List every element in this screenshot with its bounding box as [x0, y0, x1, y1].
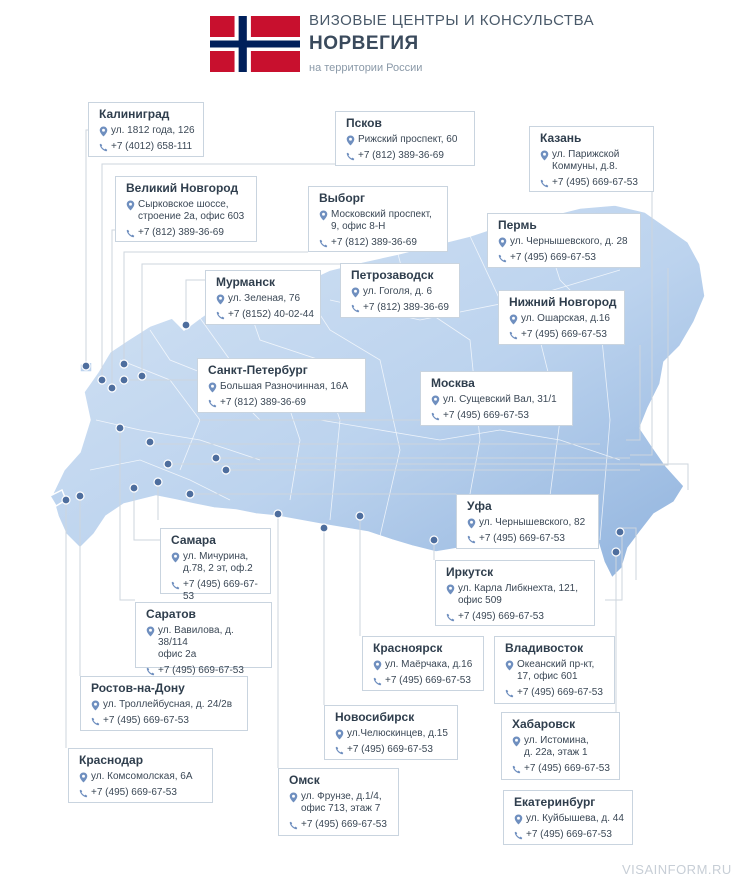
marker-kazan — [164, 460, 172, 468]
map-pin-icon — [540, 150, 549, 161]
city-phone: +7 (495) 669-67-53 — [510, 252, 596, 263]
map-pin-icon — [512, 736, 521, 747]
phone-icon — [91, 716, 100, 727]
city-address: Сырковское шоссе, строение 2а, офис 603 — [138, 199, 245, 222]
city-phone: +7 (812) 389-36-69 — [331, 237, 417, 248]
city-phone: +7 (495) 669-67-53 — [301, 819, 387, 830]
card-kaliningrad — [88, 102, 204, 157]
city-name: Екатеринбург — [514, 795, 596, 809]
phone-icon — [467, 534, 476, 545]
city-name: Краснодар — [79, 753, 144, 767]
marker-moscow — [116, 424, 124, 432]
city-phone: +7 (495) 669-67-53 — [103, 715, 189, 726]
phone-icon — [208, 398, 217, 409]
marker-nnovgorod — [146, 438, 154, 446]
map-pin-icon — [319, 210, 328, 221]
city-address: ул. Маёрчака, д.16 — [385, 659, 473, 670]
card-nnovgorod — [498, 290, 625, 345]
city-name: Саратов — [146, 607, 196, 621]
city-address: ул. Комсомолская, 6А — [91, 771, 193, 782]
map-pin-icon — [373, 660, 382, 671]
marker-ufa — [186, 490, 194, 498]
norway-flag-icon — [210, 16, 300, 72]
map-pin-icon — [91, 700, 100, 711]
city-phone: +7 (812) 389-36-69 — [138, 227, 224, 238]
map-pin-icon — [216, 294, 225, 305]
map-pin-icon — [79, 772, 88, 783]
phone-icon — [79, 788, 88, 799]
map-pin-icon — [289, 792, 298, 803]
city-address: Большая Разночинная, 16А — [220, 381, 349, 392]
city-name: Уфа — [467, 499, 492, 513]
map-pin-icon — [126, 200, 135, 211]
marker-vladivostok — [612, 548, 620, 556]
marker-krasnoyarsk — [356, 512, 364, 520]
marker-spb — [120, 376, 128, 384]
card-ufa — [456, 494, 599, 549]
city-name: Самара — [171, 533, 216, 547]
card-novosibirsk — [324, 705, 458, 760]
city-phone: +7 (495) 669-67-53 — [385, 675, 471, 686]
phone-icon — [540, 178, 549, 189]
map-pin-icon — [208, 382, 217, 393]
phone-icon — [373, 676, 382, 687]
site-watermark: VISAINFORM.RU — [622, 862, 732, 877]
city-name: Пермь — [498, 218, 537, 232]
header-title-line1: ВИЗОВЫЕ ЦЕНТРЫ И КОНСУЛЬСТВА — [309, 12, 595, 29]
city-address: ул. Сущевский Вал, 31/1 — [443, 394, 557, 405]
map-pin-icon — [146, 626, 155, 637]
phone-icon — [289, 820, 298, 831]
city-address: ул. Зеленая, 76 — [228, 293, 301, 304]
marker-saratov — [130, 484, 138, 492]
marker-kaliningrad — [82, 362, 90, 370]
card-kazan — [529, 126, 654, 192]
city-phone: +7 (495) 669-67-53 — [458, 611, 544, 622]
city-address: ул. Ошарская, д.16 — [521, 313, 610, 324]
city-phone: +7 (495) 669-67-53 — [552, 177, 638, 188]
city-phone: +7 (495) 669-67-53 — [517, 687, 603, 698]
city-name: Владивосток — [505, 641, 584, 655]
city-address: Рижский проспект, 60 — [358, 134, 458, 145]
city-name: Казань — [540, 131, 582, 145]
city-address: ул. Куйбышева, д. 44 — [526, 813, 624, 824]
city-name: Калиниград — [99, 107, 170, 121]
card-pskov — [335, 111, 475, 166]
city-phone: +7 (495) 669-67-53 — [524, 763, 610, 774]
city-address: ул. Парижской Коммуны, д.8. — [552, 149, 620, 172]
phone-icon — [512, 764, 521, 775]
marker-perm — [212, 454, 220, 462]
city-phone: +7 (812) 389-36-69 — [358, 150, 444, 161]
city-address: ул. Истомина, д. 22а, этаж 1 — [524, 735, 589, 758]
city-phone: +7 (495) 669-67-53 — [183, 579, 258, 602]
card-vladivostok — [494, 636, 615, 704]
map-pin-icon — [99, 126, 108, 137]
city-name: Омск — [289, 773, 320, 787]
header-title-country: НОРВЕГИЯ — [309, 33, 419, 54]
marker-novgorod — [108, 384, 116, 392]
map-pin-icon — [467, 518, 476, 529]
phone-icon — [126, 228, 135, 239]
city-address: ул. Карла Либкнехта, 121, офис 509 — [458, 583, 579, 606]
card-krasnodar — [68, 748, 213, 803]
city-name: Псков — [346, 116, 382, 130]
card-novgorod — [115, 176, 257, 242]
card-irkutsk — [435, 560, 595, 626]
city-address: ул. Фрунзе, д.1/4, офис 713, этаж 7 — [301, 791, 382, 814]
map-pin-icon — [171, 552, 180, 563]
phone-icon — [505, 688, 514, 699]
marker-ekb — [222, 466, 230, 474]
card-khabarovsk — [501, 712, 620, 780]
map-pin-icon — [351, 287, 360, 298]
card-spb — [197, 358, 366, 413]
map-pin-icon — [505, 660, 514, 671]
map-pin-icon — [446, 584, 455, 595]
marker-novosibirsk — [320, 524, 328, 532]
phone-icon — [171, 580, 180, 591]
marker-vyborg — [120, 360, 128, 368]
map-pin-icon — [509, 314, 518, 325]
city-phone: +7 (812) 389-36-69 — [363, 302, 449, 313]
phone-icon — [498, 253, 507, 264]
phone-icon — [346, 151, 355, 162]
city-name: Новосибирск — [335, 710, 415, 724]
marker-petrozavodsk — [138, 372, 146, 380]
card-rostov — [80, 676, 248, 731]
card-ekb — [503, 790, 633, 845]
city-phone: +7 (495) 669-67-53 — [521, 329, 607, 340]
city-name: Санкт-Петербург — [208, 363, 308, 377]
card-saratov — [135, 602, 272, 676]
city-name: Выборг — [319, 191, 365, 205]
marker-krasnodar — [62, 496, 70, 504]
card-murmansk — [205, 270, 321, 325]
map-pin-icon — [335, 729, 344, 740]
city-name: Великий Новгород — [126, 181, 239, 195]
city-address: ул.Челюскинцев, д.15 — [347, 728, 448, 739]
city-name: Москва — [431, 376, 475, 390]
city-phone: +7 (812) 389-36-69 — [220, 397, 306, 408]
phone-icon — [319, 238, 328, 249]
phone-icon — [446, 612, 455, 623]
marker-khabarovsk — [616, 528, 624, 536]
city-address: Московский проспект, 9, офис 8-Н — [331, 209, 432, 232]
card-perm — [487, 213, 641, 268]
city-name: Петрозаводск — [351, 268, 434, 282]
city-name: Красноярск — [373, 641, 443, 655]
city-phone: +7 (495) 669-67-53 — [91, 787, 177, 798]
map-pin-icon — [346, 135, 355, 146]
city-phone: +7 (4012) 658-111 — [111, 141, 193, 152]
phone-icon — [431, 411, 440, 422]
map-pin-icon — [431, 395, 440, 406]
city-name: Иркутск — [446, 565, 494, 579]
card-petrozavodsk — [340, 263, 460, 318]
phone-icon — [216, 310, 225, 321]
phone-icon — [335, 745, 344, 756]
city-phone: +7 (495) 669-67-53 — [479, 533, 565, 544]
marker-omsk — [274, 510, 282, 518]
city-phone: +7 (495) 669-67-53 — [158, 665, 244, 676]
card-vyborg — [308, 186, 448, 252]
city-address: ул. Гоголя, д. 6 — [363, 286, 433, 297]
marker-samara — [154, 478, 162, 486]
phone-icon — [351, 303, 360, 314]
marker-murmansk — [182, 321, 190, 329]
card-samara — [160, 528, 271, 602]
city-address: ул. Троллейбусная, д. 24/2в — [103, 699, 233, 710]
city-name: Нижний Новгород — [509, 295, 617, 309]
city-phone: +7 (495) 669-67-53 — [443, 410, 529, 421]
city-phone: +7 (495) 669-67-53 — [347, 744, 433, 755]
city-address: ул. Чернышевского, 82 — [479, 517, 586, 528]
marker-irkutsk — [430, 536, 438, 544]
city-phone: +7 (8152) 40-02-44 — [228, 309, 314, 320]
map-pin-icon — [514, 814, 523, 825]
phone-icon — [509, 330, 518, 341]
marker-pskov — [98, 376, 106, 384]
city-address: ул. Вавилова, д. 38/114 офис 2а — [158, 625, 234, 660]
city-name: Мурманск — [216, 275, 276, 289]
card-omsk — [278, 768, 399, 836]
city-name: Ростов-на-Дону — [91, 681, 185, 695]
city-phone: +7 (495) 669-67-53 — [526, 829, 612, 840]
city-name: Хабаровск — [512, 717, 576, 731]
map-pin-icon — [498, 237, 507, 248]
card-krasnoyarsk — [362, 636, 484, 691]
card-moscow — [420, 371, 573, 426]
header-subtitle: на территории России — [309, 62, 423, 74]
city-address: ул. Мичурина, д.78, 2 эт, оф.2 — [183, 551, 253, 574]
city-address: ул. 1812 года, 126 — [111, 125, 195, 136]
city-address: Океанский пр-кт, 17, офис 601 — [517, 659, 595, 682]
city-address: ул. Чернышевского, д. 28 — [510, 236, 628, 247]
phone-icon — [514, 830, 523, 841]
marker-rostov — [76, 492, 84, 500]
phone-icon — [99, 142, 108, 153]
